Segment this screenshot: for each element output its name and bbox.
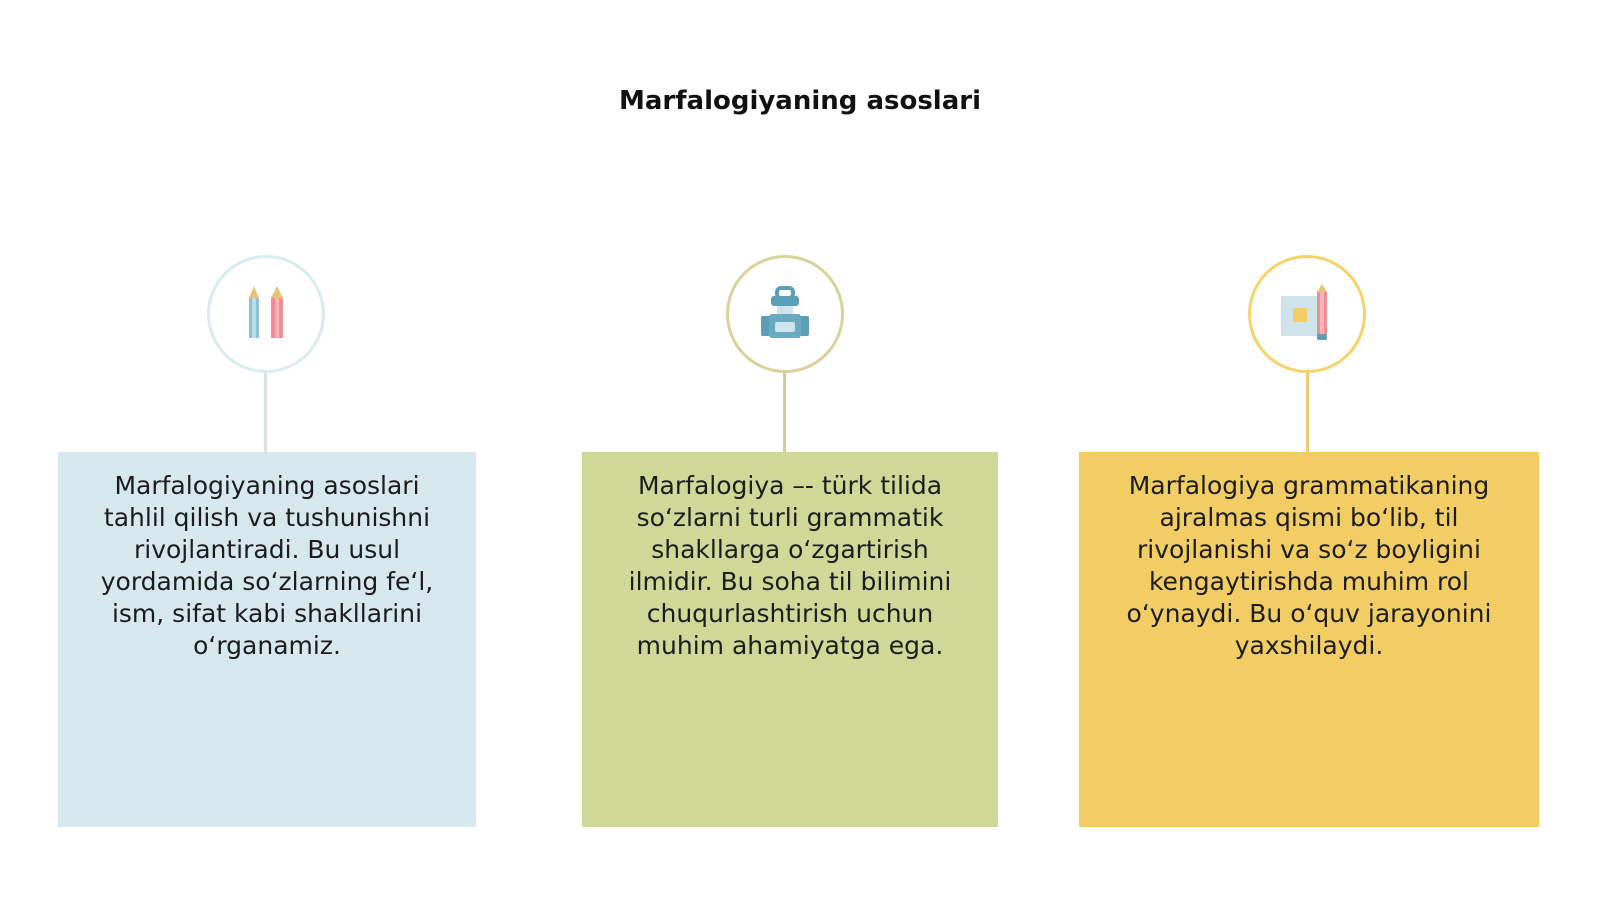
info-card-3 xyxy=(1079,452,1539,827)
card-1-text: Marfalogiyaning asoslari tahlil qilish va tushunishni rivojlantiradi. Bu usul yordamida so‘zlarning fe‘l, ism, sifat kabi shakllarini o‘rganamiz. xyxy=(100,471,434,660)
page-title: Marfalogiyaning asoslari xyxy=(618,86,982,116)
notebook-pencil-icon xyxy=(1277,284,1337,344)
icon-circle-3 xyxy=(1248,255,1366,373)
backpack-icon xyxy=(755,284,815,344)
info-card-2 xyxy=(582,452,998,827)
connector-line-3 xyxy=(1306,373,1309,452)
connector-line-2 xyxy=(783,373,786,452)
icon-circle-2 xyxy=(726,255,844,373)
info-card-1 xyxy=(58,452,476,827)
pencils-icon xyxy=(241,284,291,344)
icon-circle-1 xyxy=(207,255,325,373)
connector-line-1 xyxy=(264,373,267,452)
card-2-text: Marfalogiya –- türk tilida so‘zlarni turli grammatik shakllarga o‘zgartirish ilmidir. Bu soha til bilimini chuqurlashtirish uchun muhim ahamiyatga ega. xyxy=(628,471,952,660)
card-3-text: Marfalogiya grammatikaning ajralmas qismi bo‘lib, til rivojlanishi va so‘z boyligini kengaytirishda muhim rol o‘ynaydi. Bu o‘quv jarayonini yaxshilaydi. xyxy=(1126,471,1492,660)
